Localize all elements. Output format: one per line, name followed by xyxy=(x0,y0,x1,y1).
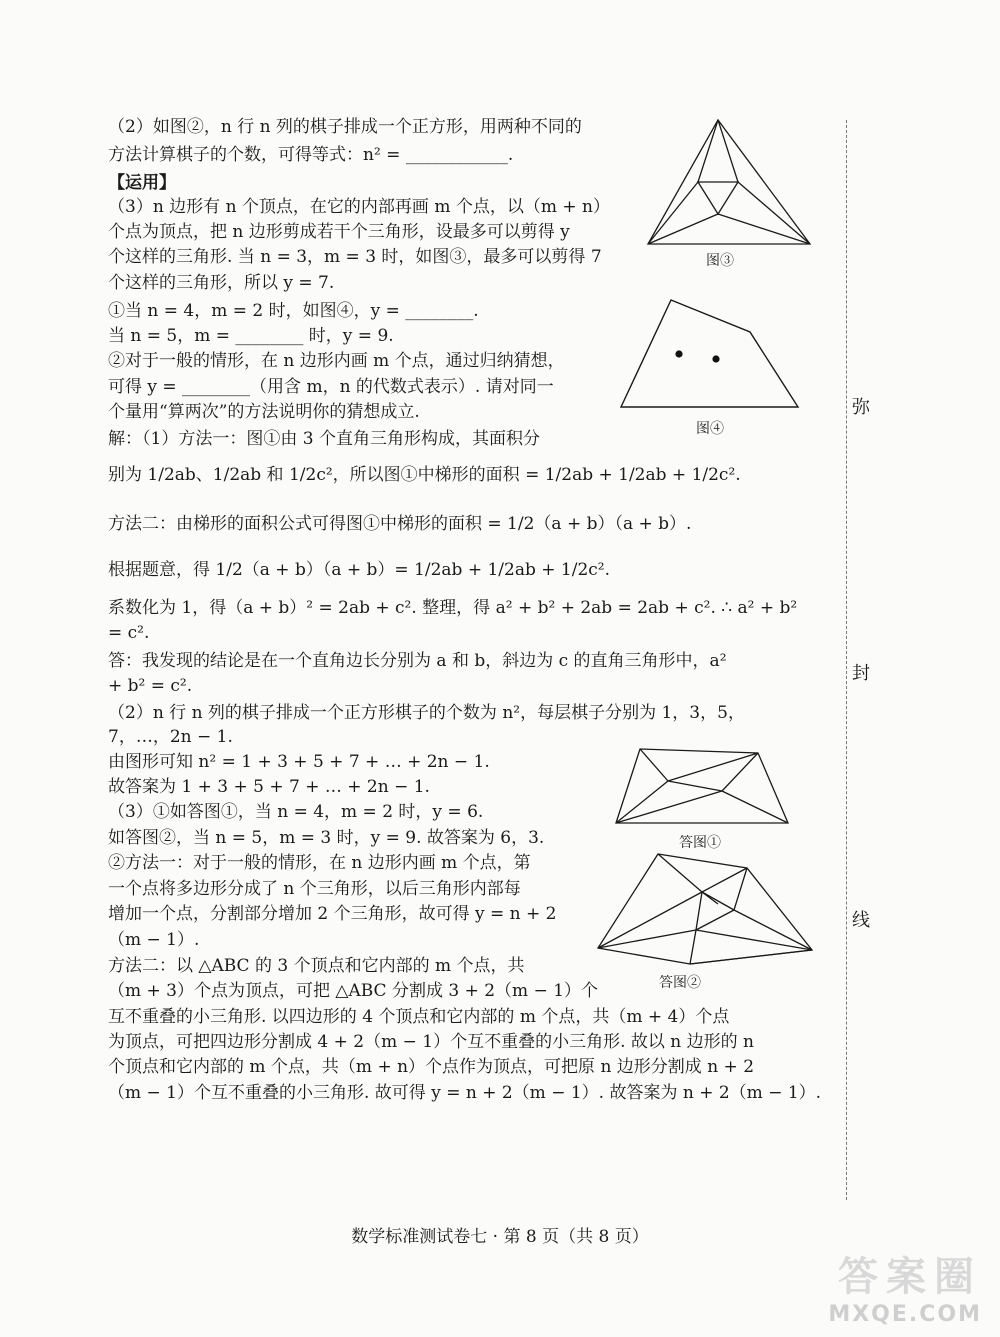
text-line: 方法计算棋子的个数，可得等式：n² = ____________. xyxy=(108,145,514,165)
text-line: 解：（1）方法一：图①由 3 个直角三角形构成，其面积分 xyxy=(108,429,540,449)
text-line: 别为 1/2ab、1/2ab 和 1/2c²，所以图①中梯形的面积 = 1/2ab + 1/2ab + 1/2c². xyxy=(108,465,741,485)
watermark-logo xyxy=(792,1245,982,1325)
text-line: 方法二：由梯形的面积公式可得图①中梯形的面积 = 1/2（a + b）（a + b）. xyxy=(108,514,692,534)
text-line: （3）n 边形有 n 个顶点，在它的内部再画 m 个点，以（m + n） xyxy=(108,197,610,217)
answer-figure-1 xyxy=(610,743,794,829)
text-line: ②方法一：对于一般的情形，在 n 边形内画 m 个点，第 xyxy=(108,853,531,873)
watermark-bottom-text: MXQE.COM xyxy=(828,1302,982,1327)
margin-char-xian: 线 xyxy=(852,910,870,931)
figure-4-quadrilateral xyxy=(615,292,807,416)
margin-char-feng: 封 xyxy=(852,663,870,684)
text-line: 个量用“算两次”的方法说明你的猜想成立. xyxy=(108,402,420,422)
text-line: （2）如图②，n 行 n 列的棋子排成一个正方形，用两种不同的 xyxy=(108,117,582,137)
text-line: 个这样的三角形. 当 n = 3，m = 3 时，如图③，最多可以剪得 7 xyxy=(108,247,602,267)
text-line: （m − 1）个互不重叠的小三角形. 故可得 y = n + 2（m − 1）. 故答案为 n + 2（m − 1）. xyxy=(108,1083,822,1103)
watermark-top-text: 答案圈 xyxy=(838,1253,982,1300)
text-line: ①当 n = 4，m = 2 时，如图④，y = ________. xyxy=(108,301,479,321)
text-line: 互不重叠的小三角形. 以四边形的 4 个顶点和它内部的 m 个点，共（m + 4）个点 xyxy=(108,1007,730,1027)
text-line: （m − 1）. xyxy=(108,930,200,950)
answer-figure-2-label: 答图② xyxy=(659,975,701,991)
page-footer: 数学标准测试卷七 · 第 8 页（共 8 页） xyxy=(351,1227,649,1247)
figure-4-label: 图④ xyxy=(696,421,724,437)
text-line: （m + 3）个点为顶点，可把 △ABC 分割成 3 + 2（m − 1）个 xyxy=(108,981,599,1001)
text-line: 个这样的三角形，所以 y = 7. xyxy=(108,273,335,293)
text-line: 系数化为 1，得（a + b）² = 2ab + c². 整理，得 a² + b² + 2ab = 2ab + c². ∴ a² + b² xyxy=(108,598,798,618)
text-line: 答：我发现的结论是在一个直角边长分别为 a 和 b，斜边为 c 的直角三角形中，a² xyxy=(108,651,727,671)
text-line: 一个点将多边形分成了 n 个三角形，以后三角形内部每 xyxy=(108,879,521,899)
text-line: 个顶点和它内部的 m 个点，共（m + n）个点作为顶点，可把原 n 边形分割成 n + 2 xyxy=(108,1057,755,1077)
text-line: = c². xyxy=(108,623,150,643)
text-line: + b² = c². xyxy=(108,676,193,696)
text-line: 为顶点，可把四边形分割成 4 + 2（m − 1）个互不重叠的小三角形. 故以 n 边形的 n xyxy=(108,1032,754,1052)
text-line: 由图形可知 n² = 1 + 3 + 5 + 7 + … + 2n − 1. xyxy=(108,752,490,772)
text-line: 方法二：以 △ABC 的 3 个顶点和它内部的 m 个点，共 xyxy=(108,956,525,976)
text-line: 7，…，2n − 1. xyxy=(108,727,233,747)
text-line: 个点为顶点，把 n 边形剪成若干个三角形，设最多可以剪得 y xyxy=(108,222,570,242)
text-line: （3）①如答图①，当 n = 4，m = 2 时，y = 6. xyxy=(108,802,484,822)
figure-3-label: 图③ xyxy=(706,253,734,269)
binding-margin-line xyxy=(846,120,849,1200)
text-line: 如答图②，当 n = 5，m = 3 时，y = 9. 故答案为 6，3. xyxy=(108,828,545,848)
text-line: ②对于一般的情形，在 n 边形内画 m 个点，通过归纳猜想， xyxy=(108,351,565,371)
figure-3-triangle xyxy=(640,112,820,250)
text-line: 根据题意，得 1/2（a + b）（a + b）= 1/2ab + 1/2ab + 1/2c². xyxy=(108,560,611,580)
answer-figure-1-label: 答图① xyxy=(679,835,721,851)
text-line: 当 n = 5，m = ________ 时，y = 9. xyxy=(108,326,394,346)
section-heading: 【运用】 xyxy=(108,173,176,193)
text-line: 可得 y = ________（用含 m，n 的代数式表示）. 请对同一 xyxy=(108,377,554,397)
text-line: 增加一个点，分割部分增加 2 个三角形，故可得 y = n + 2 xyxy=(108,904,557,924)
text-line: （2）n 行 n 列的棋子排成一个正方形棋子的个数为 n²，每层棋子分别为 1，3，5， xyxy=(108,703,745,723)
text-line: 故答案为 1 + 3 + 5 + 7 + … + 2n − 1. xyxy=(108,777,430,797)
answer-figure-2 xyxy=(590,848,820,968)
margin-char-mi: 弥 xyxy=(852,397,870,418)
